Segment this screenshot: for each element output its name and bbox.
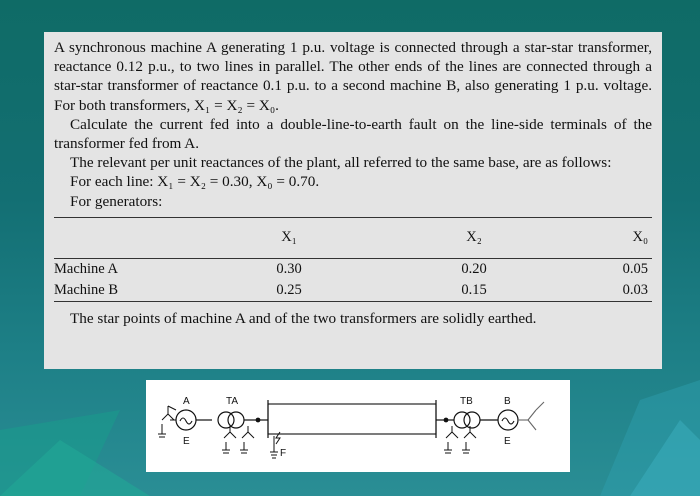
transformer-tb-icon bbox=[454, 412, 480, 428]
table-cell: 0.05 bbox=[622, 260, 648, 277]
table-header-cell: X₂ bbox=[466, 229, 482, 246]
table-row bbox=[54, 258, 652, 280]
label-e-left: E bbox=[183, 436, 190, 447]
label-f: F bbox=[280, 448, 287, 459]
parallel-lines bbox=[268, 404, 436, 434]
table-header-cell bbox=[54, 217, 224, 258]
table-cell: 0.15 bbox=[461, 281, 487, 298]
table-header-row bbox=[54, 217, 652, 258]
table-cell: Machine B bbox=[54, 281, 119, 298]
problem-paragraph-3: The relevant per unit reactances of the plant, all referred to the same base, are as follows: bbox=[70, 154, 612, 172]
line-reactances: For each line: X₁ = X₂ = 0.30, X₀ = 0.70. bbox=[70, 173, 320, 191]
table-row bbox=[54, 280, 652, 302]
earthing-note: The star points of machine A and of the two transformers are solidly earthed. bbox=[70, 309, 537, 327]
problem-paragraph-2: Calculate the current fed into a double-line-to-earth fault on the line-side terminals of the transformer fed from A. bbox=[54, 115, 652, 153]
label-ta: TA bbox=[226, 396, 239, 407]
machine-b-icon bbox=[498, 410, 518, 430]
label-b: B bbox=[504, 396, 511, 407]
transformer-ta-icon bbox=[218, 412, 244, 428]
earth-star-symbol bbox=[158, 406, 176, 437]
tb-star-symbols bbox=[444, 426, 476, 453]
fault-earth-symbol bbox=[270, 432, 280, 458]
label-e-right: E bbox=[504, 436, 511, 447]
bus-node-left bbox=[256, 418, 261, 423]
circuit-diagram-svg bbox=[146, 380, 570, 472]
circuit-diagram bbox=[146, 380, 570, 472]
unearthed-star-symbol bbox=[518, 402, 544, 430]
table-cell: Machine A bbox=[54, 260, 119, 277]
table-header-cell: X₀ bbox=[632, 229, 648, 246]
label-a: A bbox=[183, 396, 190, 407]
ta-star-symbols bbox=[222, 426, 254, 453]
table-cell: 0.30 bbox=[276, 260, 302, 277]
bus-node-right bbox=[444, 418, 449, 423]
table-cell: 0.03 bbox=[622, 281, 648, 298]
table-header-cell: X₁ bbox=[281, 229, 297, 246]
reactance-table bbox=[54, 217, 652, 302]
problem-paragraph-1: A synchronous machine A generating 1 p.u. voltage is connected through a star-star transformer, reactance 0.12 p.u., to two lines in parallel. The other ends of the lines are connected through a star-star transformer of reactance 0.1 p.u. to a second machine B, also generating 1 p.u. voltage. For both transformers, X₁ = X₂ = X₀. bbox=[54, 39, 652, 114]
table-cell: 0.20 bbox=[461, 260, 487, 277]
machine-a-icon bbox=[170, 410, 196, 430]
problem-card bbox=[44, 32, 662, 369]
table-cell: 0.25 bbox=[276, 281, 302, 298]
generators-heading: For generators: bbox=[70, 192, 163, 210]
label-tb: TB bbox=[460, 396, 473, 407]
